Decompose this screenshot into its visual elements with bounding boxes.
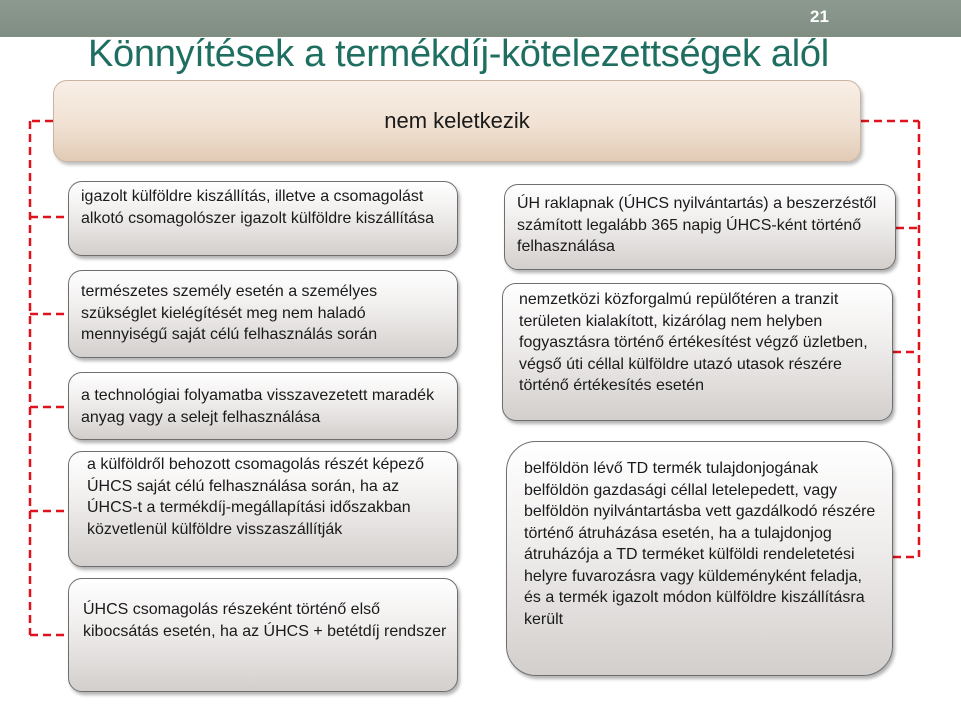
left-box-personal-use-text: természetes személy esetén a személyes szükséglet kielégítését meg nem haladó mennyiségű saját célú felhasználás során: [81, 283, 378, 343]
left-box-personal-use: [68, 270, 458, 358]
slide-number: 21: [810, 7, 829, 26]
left-box-recycled-material-text: a technológiai folyamatba visszavezetett maradék anyag vagy a selejt felhasználása: [81, 387, 435, 426]
left-box-recycled-material: [68, 372, 458, 440]
left-box-deposit-system-text: ÚHCS csomagolás részeként történő első kibocsátás esetén, ha az ÚHCS + betétdíj rendszer: [83, 601, 447, 640]
result-box: nem keletkezik: [53, 80, 861, 162]
left-box-export-text: igazolt külföldre kiszállítás, illetve a csomagolást alkotó csomagolószer igazolt külföldre kiszállítása: [81, 188, 435, 227]
right-box-ownership-transfer: [506, 441, 893, 676]
left-box-reexport-text: a külföldről behozott csomagolás részét képező ÚHCS saját célú felhasználása során, ha az ÚHCS-t a termékdíj-megállapítási időszakban közvetlenül külföldre visszaszállítják: [87, 456, 425, 538]
left-box-reexport: [68, 451, 458, 567]
right-box-airport-text: nemzetközi közforgalmú repülőtéren a tranzit területen kialakított, kizárólag nem helyben fogyasztásra történő értékesítést végző üzletben, végső úti céllal külföldre utazó utasok részére történő értékesítés esetén: [519, 291, 868, 394]
right-box-airport: [502, 283, 893, 421]
right-box-pallet: [504, 184, 896, 270]
slide-title: Könnyítések a termékdíj-kötelezettségek alól: [88, 33, 829, 75]
right-box-pallet-text: ÚH raklapnak (ÚHCS nyilvántartás) a beszerzéstől számított legalább 365 napig ÚHCS-ként történő felhasználása: [517, 195, 877, 255]
left-box-deposit-system: [68, 578, 458, 692]
right-box-ownership-transfer-text: belföldön lévő TD termék tulajdonjogának belföldön gazdasági céllal letelepedett, vagy belföldön nyilvántartásba vett gazdálkodó részére történő átruházása esetén, ha a tulajdonjog átruházója a TD terméket külföldi rendeletetési helyre fuvarozásra vagy küldeményként feladja, és a termék igazolt módon külföldre kiszállításra került: [524, 460, 876, 628]
left-box-export: [68, 181, 458, 256]
